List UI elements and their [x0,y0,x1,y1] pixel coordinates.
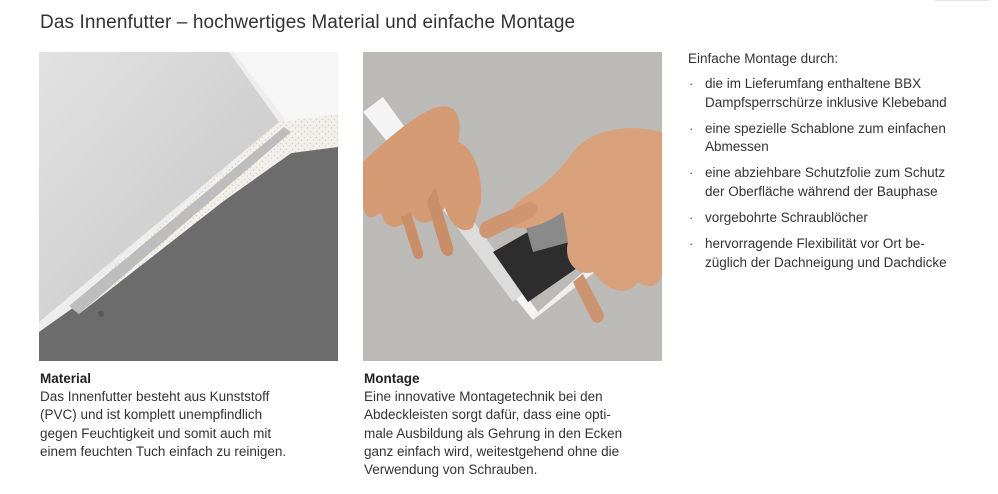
montage-photo [363,52,662,361]
montage-heading: Montage [364,371,420,386]
bullet-icon: · [689,165,694,181]
list-item [688,235,993,272]
list-item [688,120,993,157]
bullet-icon: · [689,236,694,252]
bullet-icon: · [689,76,694,92]
corner-divider [934,0,990,5]
bullet-icon: · [689,210,694,226]
montage-line: male Ausbildung als Gehrung in den Ecken [364,425,623,441]
material-line: gegen Feuchtigkeit und somit auch mit [40,425,272,441]
bullet-icon: · [689,120,694,136]
material-line: einem feuchten Tuch einfach zu reinigen. [40,443,287,459]
list-item-text: Dampfsperrschürze inklusive Klebeband [705,94,947,110]
list-item-text: die im Lieferumfang enthaltene BBX [705,76,922,92]
list-item-text: züglich der Dachneigung und Dachdicke [705,254,947,270]
list-item-text: vorgebohrte Schraublöcher [705,210,868,226]
montage-line: Abdeckleisten sorgt dafür, dass eine opti- [364,407,611,423]
list-item [688,209,993,227]
benefits-list [688,50,993,280]
montage-caption [364,370,664,479]
material-line: Das Innenfutter besteht aus Kunststoff [40,389,270,404]
list-item-text: der Oberfläche während der Bauphase [705,183,938,199]
material-photo [39,52,338,361]
montage-line: Eine innovative Montagetechnik bei den [364,389,603,404]
montage-line: ganz einfach wird, weitestgehend ohne die [364,443,620,459]
list-item-text: Abmessen [705,139,769,155]
material-line: (PVC) und ist komplett unempfindlich [40,407,263,423]
list-item-text: eine spezielle Schablone zum einfachen [705,120,946,136]
benefits-intro: Einfache Montage durch: [688,51,839,66]
material-caption [40,370,340,461]
page-title: Das Innenfutter – hochwertiges Material und einfache Montage [40,12,576,33]
list-item-text: hervorragende Flexibilität vor Ort be- [705,236,925,252]
list-item [688,75,993,112]
material-heading: Material [40,371,92,386]
list-item-text: eine abziehbare Schutzfolie zum Schutz [705,165,946,181]
list-item [688,164,993,201]
montage-line: Verwendung von Schrauben. [364,462,538,478]
